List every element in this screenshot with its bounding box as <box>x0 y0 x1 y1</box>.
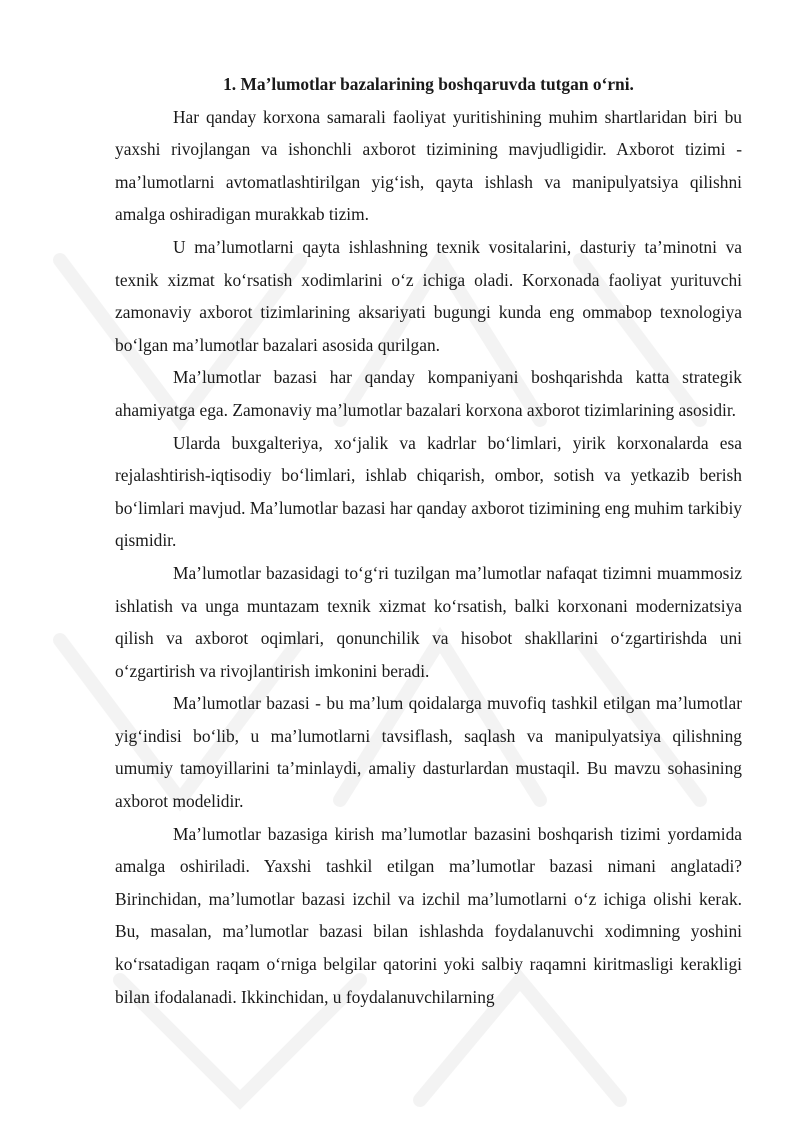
paragraph-3: Ma’lumotlar bazasi har qanday kompaniyani boshqarishda katta strategik ahamiyatga ega. Zamonaviy ma’lumotlar bazalari korxona axborot tizimlarining asosidir. <box>115 367 742 420</box>
paragraph-7: Ma’lumotlar bazasiga kirish ma’lumotlar bazasini boshqarish tizimi yordamida amalga oshiriladi. Yaxshi tashkil etilgan ma’lumotlar bazasi nimani anglatadi? Birinchidan, ma’lumotlar bazasi izchil va izchil ma’lumotlarni o‘z ichiga olishi kerak. Bu, masalan, ma’lumotlar bazasi bilan ishlashda foydalanuvchi xodimning yoshini ko‘rsatadigan raqam o‘rniga belgilar qatorini yoki salbiy raqamni kiritmasligi kerakligi bilan ifodalanadi. Ikkinchidan, u foydalanuvchilarning <box>115 823 742 1007</box>
paragraph-2: U ma’lumotlarni qayta ishlashning texnik vositalarini, dasturiy ta’minotni va texnik xizmat ko‘rsatish xodimlarini o‘z ichiga oladi. Korxonada faoliyat yurituvchi zamonaviy axborot tizimlarining aksariyati bugungi kunda eng ommabop texnologiya bo‘lgan ma’lumotlar bazalari asosida qurilgan. <box>115 236 742 355</box>
paragraph-1: Har qanday korxona samarali faoliyat yuritishining muhim shartlaridan biri bu yaxshi rivojlangan va ishonchli axborot tizimining mavjudligidir. Axborot tizimi - ma’lumotlarni avtomatlashtirilgan yig‘ish, qayta ishlash va manipulyatsiya qilishni amalga oshiradigan murakkab tizim. <box>115 106 742 225</box>
paragraph-6: Ma’lumotlar bazasi - bu ma’lum qoidalarga muvofiq tashkil etilgan ma’lumotlar yig‘indisi bo‘lib, u ma’lumotlarni tavsiflash, saqlash va manipulyatsiya qilishning umumiy tamoyillarini ta’minlaydi, amaliy dasturlardan mustaqil. Bu mavzu sohasining axborot modelidir. <box>115 693 742 812</box>
paragraph-4: Ularda buxgalteriya, xo‘jalik va kadrlar bo‘limlari, yirik korxonalarda esa rejalashtirish-iqtisodiy bo‘limlari, ishlab chiqarish, ombor, sotish va yetkazib berish bo‘limlari mavjud. Ma’lumotlar bazasi har qanday axborot tizimining eng muhim tarkibiy qismidir. <box>115 432 742 551</box>
document-body <box>115 68 742 1013</box>
section-title: 1. Ma’lumotlar bazalarining boshqaruvda tutgan o‘rni. <box>223 74 634 94</box>
paragraph-5: Ma’lumotlar bazasidagi to‘g‘ri tuzilgan ma’lumotlar nafaqat tizimni muammosiz ishlatish va unga muntazam texnik xizmat ko‘rsatish, balki korxonani modernizatsiya qilish va axborot oqimlari, qonunchilik va hisobot shakllarini o‘zgartirishda uni o‘zgartirish va rivojlantirish imkonini beradi. <box>115 562 742 681</box>
